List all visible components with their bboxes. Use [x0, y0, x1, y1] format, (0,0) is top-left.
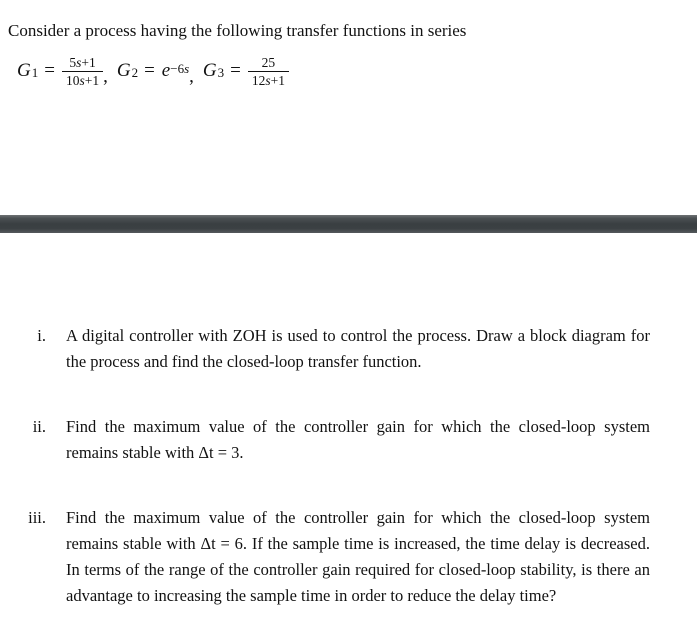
- g1-numerator: 5s+1: [69, 54, 96, 70]
- question-item-iii: [0, 505, 650, 609]
- equals-sign-1: =: [44, 60, 55, 81]
- g3-fraction: [248, 55, 289, 88]
- equals-sign-3: =: [230, 60, 241, 81]
- g3-numerator: 25: [261, 54, 276, 70]
- g2-exponent: −6s: [170, 61, 190, 76]
- comma-1: ,: [103, 66, 108, 87]
- comma-2: ,: [189, 66, 194, 87]
- g1-subscript: 1: [31, 65, 39, 80]
- g2-base-e: e: [161, 60, 171, 81]
- question-numeral: i.: [37, 326, 46, 345]
- transfer-functions-formula: [17, 52, 289, 90]
- question-numeral: ii.: [32, 417, 46, 436]
- g3-symbol: G: [202, 60, 217, 81]
- question-text: Find the maximum value of the controller gain for which the closed-loop system remains stable with Δt = 3.: [66, 417, 650, 462]
- g3-subscript: 3: [217, 65, 225, 80]
- g3-denominator: 12s+1: [248, 71, 289, 88]
- question-text: A digital controller with ZOH is used to control the process. Draw a block diagram for the process and find the closed-loop transfer function.: [66, 326, 650, 371]
- g1-fraction: [62, 55, 103, 88]
- g2-subscript: 2: [131, 65, 139, 80]
- section-divider-bar: [0, 215, 697, 233]
- g1-symbol: G: [17, 60, 31, 81]
- g2-symbol: G: [116, 60, 131, 81]
- equals-sign-2: =: [144, 60, 155, 81]
- question-numeral: iii.: [28, 508, 46, 527]
- intro-text: Consider a process having the following transfer functions in series: [8, 21, 467, 40]
- question-text: Find the maximum value of the controller gain for which the closed-loop system remains stable with Δt = 6. If the sample time is increased, the time delay is decreased. In terms of the range of the controller gain required for closed-loop stability, is there an advantage to increasing the sample time in order to reduce the delay time?: [66, 508, 650, 605]
- question-item-i: [0, 323, 650, 375]
- question-item-ii: [0, 414, 650, 466]
- g1-denominator: 10s+1: [62, 71, 103, 88]
